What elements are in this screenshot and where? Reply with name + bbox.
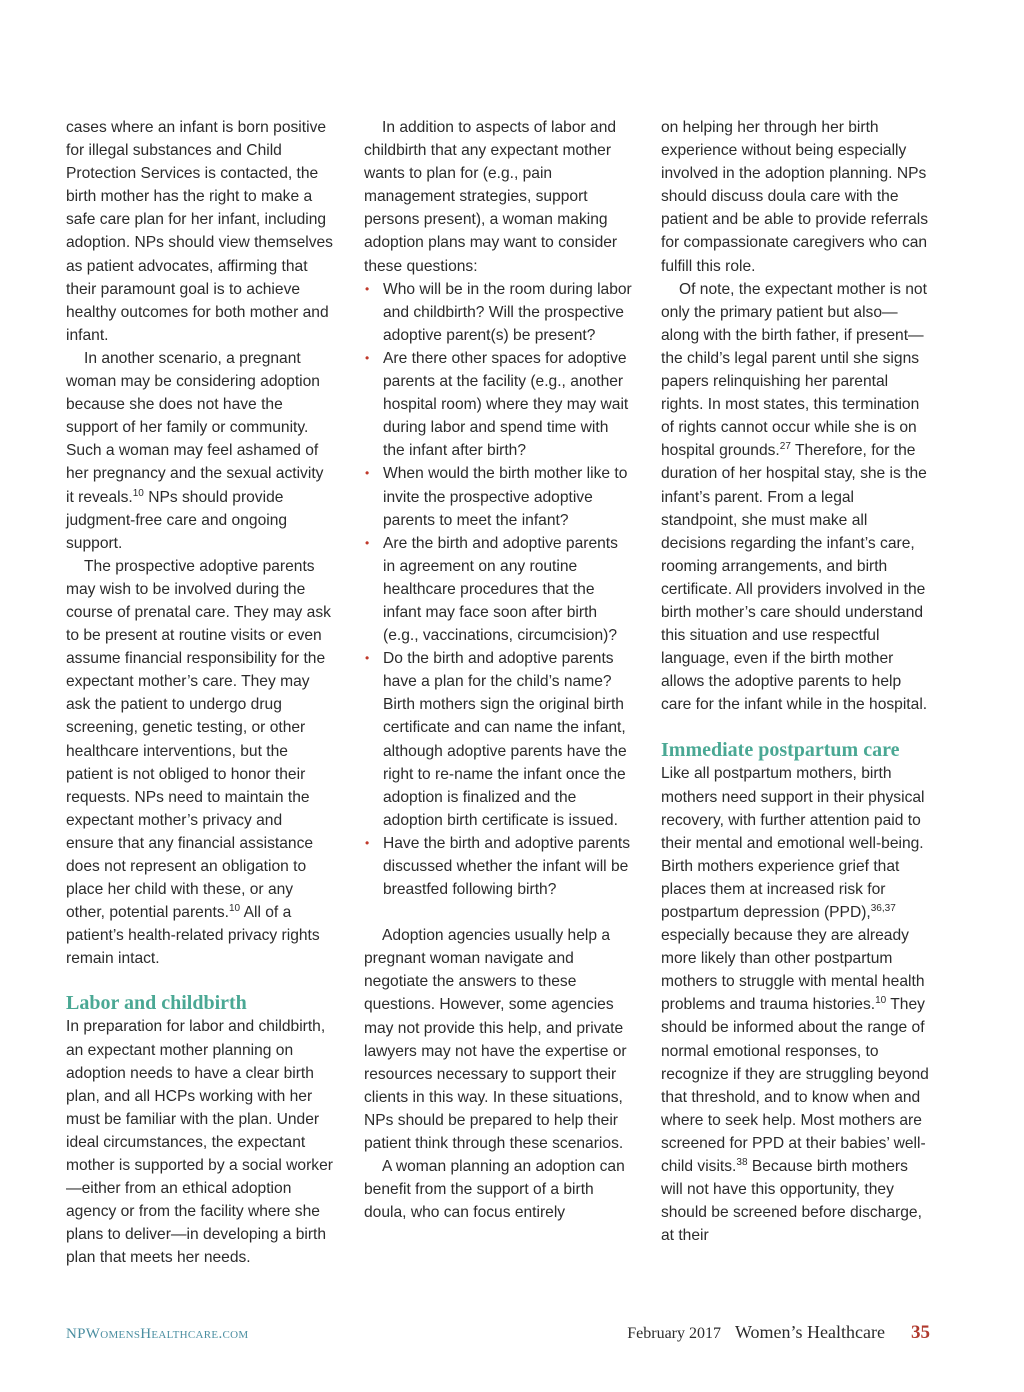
list-item: • Who will be in the room during labor and childbirth? Will the prospective adoptive parent(s) be present? bbox=[364, 278, 634, 347]
question-list bbox=[364, 278, 634, 902]
spacer bbox=[364, 901, 634, 924]
paragraph: The prospective adoptive parents may wish to be involved during the course of prenatal care. They may ask to be present at routine visits or even assume financial responsibility for the expectant mother’s care. They may ask the patient to undergo drug screening, genetic testing, or other healthcare interventions, but the patient is not obliged to honor their requests. NPs need to maintain the expectant mother’s privacy and ensure that any financial assistance does not represent an obligation to place her child with these, or any other, potential parents.$^{10}$ All of a patient’s health-related privacy rights remain intact. bbox=[66, 557, 331, 968]
magazine-title: Women’s Healthcare bbox=[735, 1322, 885, 1342]
list-item: • When would the birth mother like to invite the prospective adoptive parents to meet the infant? bbox=[364, 462, 634, 531]
citation: 10 bbox=[132, 487, 144, 499]
citation: 27 bbox=[779, 441, 791, 453]
citation: 10 bbox=[228, 903, 241, 915]
list-item: • Do the birth and adoptive parents have a plan for the child’s name? Birth mothers sign the original birth certificate and can name the infant, although adoptive parents have the right to re-name the infant once the adoption is finalized and the adoption birth certificate is issued. bbox=[364, 647, 634, 832]
list-item: • Have the birth and adoptive parents discussed whether the infant will be breastfed following birth? bbox=[364, 832, 634, 901]
column-left bbox=[66, 116, 334, 1270]
citation: 38 bbox=[736, 1157, 748, 1169]
issue-date: February 2017 bbox=[627, 1325, 721, 1342]
paragraph: In another scenario, a pregnant woman may be considering adoption because she does not have the support of her family or community. Such a woman may feel ashamed of her pregnancy and the sexual activity it reveals.$^{10}$ NPs should provide judgment-free care and ongoing support. bbox=[66, 349, 324, 552]
column-right bbox=[661, 116, 929, 1247]
column-middle bbox=[364, 116, 634, 1224]
paragraph: Like all postpartum mothers, birth mothers need support in their physical recovery, with further attention paid to their mental and emotional well-being. Birth mothers experience grief that places them at increased risk for postpartum depression (PPD),$^{36,37}$ especially because they are already more likely than other postpartum mothers to struggle with mental health problems and trauma histories.$^{10}$ They should be informed about the range of normal emotional responses, to recognize if they are struggling beyond that threshold, and to know when and where to seek help. Most mothers are screened for PPD at their babies’ well-child visits.$^{38}$ Because birth mothers will not have this opportunity, they should be screened before discharge, at their bbox=[661, 765, 929, 1245]
paragraph: A woman planning an adoption can benefit from the support of a birth doula, who can focus entirely bbox=[364, 1158, 625, 1222]
folio bbox=[627, 1322, 930, 1344]
section-heading-labor: Labor and childbirth bbox=[66, 992, 247, 1015]
paragraph: In addition to aspects of labor and childbirth that any expectant mother wants to plan for (e.g., pain management strategies, support persons present), a woman making adoption plans may want to consider these questions: bbox=[364, 119, 618, 275]
list-item: • Are there other spaces for adoptive parents at the facility (e.g., another hospital room) where they may wait during labor and spend time with the infant after birth? bbox=[364, 347, 634, 462]
citation: 36,37 bbox=[870, 903, 896, 914]
paragraph: Of note, the expectant mother is not only the primary patient but also—along with the birth father, if present—the child’s legal parent until she signs papers relinquishing her parental rights. In most states, this termination of rights cannot occur while she is on hospital grounds.$^{27}$ Therefore, for the duration of her hospital stay, she is the infant’s parent. From a legal standpoint, she must make all decisions regarding the infant’s care, rooming arrangements, and birth certificate. All providers involved in the birth mother’s care should understand this situation and use respectful language, even if the birth mother allows the adoptive parents to help care for the infant while in the hospital. bbox=[661, 280, 928, 714]
page-number: 35 bbox=[911, 1322, 930, 1343]
list-item: • Are the birth and adoptive parents in agreement on any routine healthcare procedures that the infant may face soon after birth (e.g., vaccinations, circumcision)? bbox=[364, 532, 634, 647]
citation: 10 bbox=[875, 995, 887, 1007]
section-heading-postpartum: Immediate postpartum care bbox=[661, 739, 900, 762]
website-link[interactable]: NPWomensHealthcare.com bbox=[66, 1326, 249, 1342]
paragraph: In preparation for labor and childbirth, an expectant mother planning on adoption needs to have a clear birth plan, and all HCPs working with her must be familiar with the plan. Under ideal circumstances, the expectant mother is supported by a social worker—either from an ethical adoption agency or from the facility where she plans to deliver—in developing a birth plan that meets her needs. bbox=[66, 1018, 333, 1267]
paragraph: cases where an infant is born positive for illegal substances and Child Protection Services is contacted, the birth mother has the right to make a safe care plan for her infant, including adoption. NPs should view themselves as patient advocates, affirming that their paramount goal is to achieve healthy outcomes for both mother and infant. bbox=[66, 119, 333, 344]
page-footer bbox=[66, 1322, 930, 1346]
paragraph: Adoption agencies usually help a pregnant woman navigate and negotiate the answers to these questions. However, some agencies may not provide this help, and private lawyers may not have the expertise or resources necessary to support their clients in this way. In these situations, NPs should be prepared to help their patient think through these scenarios. bbox=[364, 927, 627, 1153]
paragraph: on helping her through her birth experience without being especially involved in the adoption planning. NPs should discuss doula care with the patient and be able to provide referrals for compassionate caregivers who can fulfill this role. bbox=[661, 119, 928, 275]
